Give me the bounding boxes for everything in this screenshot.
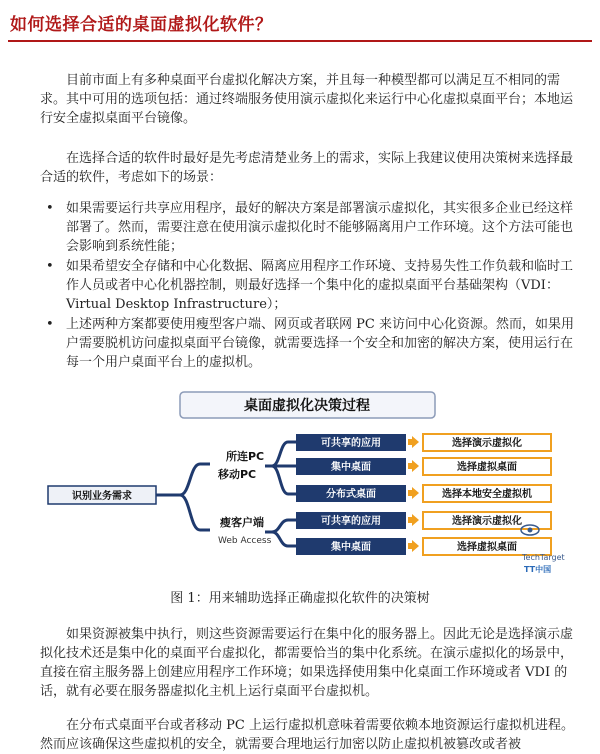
paragraph-centralized: 如果资源被集中执行，则这些资源需要运行在集中化的服务器上。因此无论是选择演示虚拟化技术还是集中化的桌面平台虚拟化，都需要恰当的集中化系统。在演示虚拟化的场景中，直接在宿主服务器上创建应用程序工作环境；如果选择使用集中化桌面工作环境或者 VDI 的话，就有必要在服务器虚拟化主机上运行桌面平台虚拟机。 [40,627,574,699]
mid-box [296,458,406,475]
list-item [40,199,585,256]
paragraph-decision: 在选择合适的软件时最好是先考虑清楚业务上的需求，实际上我建议使用决策树来选择最合适的软件，考虑如下的场景： [40,151,574,185]
connector [265,442,296,466]
result-box [423,434,551,451]
branch-label-pc: 所连PC [226,450,265,463]
mid-box [296,512,406,529]
mid-label: 可共享的应用 [321,438,381,449]
connector [265,466,296,494]
bullet-list [40,199,585,373]
bullet-text: 上述两种方案都要使用瘦型客户端、网页或者联网 PC 来访问中心化资源。然而，如果用户需要脱机访问虚拟桌面平台镜像，就需要选择一个安全和加密的解决方案，使用运行在每一个用户桌面平台上的虚拟机。 [66,317,574,370]
branch-label-thin-client: 瘦客户端 [220,516,264,529]
result-label: 选择本地安全虚拟机 [442,489,532,500]
result-box [423,458,551,475]
diagram-title: 桌面虚拟化决策过程 [244,398,370,414]
bullet-text: 如果希望安全存储和中心化数据、隔离应用程序工作环境、支持易失性工作负载和临时工作人员或者中心化机器控制，则最好选择一个集中化的虚拟桌面平台基础架构（VDI：Virtual Desktop Infrastructure）； [66,259,574,312]
branch-label-web-access: Web Access [218,536,272,546]
page-title: 如何选择合适的桌面虚拟化软件？ [10,15,273,35]
logo-text: TechTarget [522,553,565,562]
mid-label: 集中桌面 [331,462,371,473]
title-divider [8,40,592,42]
mid-label: 集中桌面 [331,542,371,553]
mid-box [296,434,406,451]
result-label: 选择虚拟桌面 [457,462,517,473]
decision-tree-diagram [40,384,565,574]
root-label: 识别业务需求 [72,491,132,502]
mid-box [296,485,406,502]
list-item [40,315,585,372]
mid-label: 分布式桌面 [326,489,376,500]
bullet-icon: • [46,317,54,332]
list-item [40,257,585,314]
paragraph-intro: 目前市面上有多种桌面平台虚拟化解决方案，并且每一种模型都可以满足互不相同的需求。其中可用的选项包括：通过终端服务使用演示虚拟化来运行中心化虚拟桌面平台；本地运行安全虚拟桌面平台镜像。 [40,73,574,126]
connector [156,464,210,495]
bullet-icon: • [46,201,54,216]
arrow-group [408,436,419,552]
bullet-text: 如果需要运行共享应用程序，最好的解决方案是部署演示虚拟化，其实很多企业已经这样部署了。然而，需要注意在使用演示虚拟化时不能够隔离用户工作环境。这个方法可能也会影响到系统性能； [66,201,574,254]
result-box [423,485,551,502]
paragraph-distributed: 在分布式桌面平台或者移动 PC 上运行虚拟机意味着需要依赖本地资源运行虚拟机进程。然而应该确保这些虚拟机的安全，就需要合理地运行加密以防止虚拟机被篡改或者被 [40,718,574,752]
mid-label: 可共享的应用 [321,516,381,527]
mid-box [296,538,406,555]
figure-caption: 图 1：用来辅助选择正确虚拟化软件的决策树 [170,591,430,606]
bullet-icon: • [46,259,54,274]
branch-label-mobile: 移动PC [218,468,257,481]
result-label: 选择虚拟桌面 [457,542,517,553]
result-label: 选择演示虚拟化 [452,438,522,449]
result-box [423,512,551,529]
logo-text-cn: TT中国 [524,565,552,574]
result-label: 选择演示虚拟化 [452,516,522,527]
connector [156,495,210,530]
connector [265,520,296,532]
